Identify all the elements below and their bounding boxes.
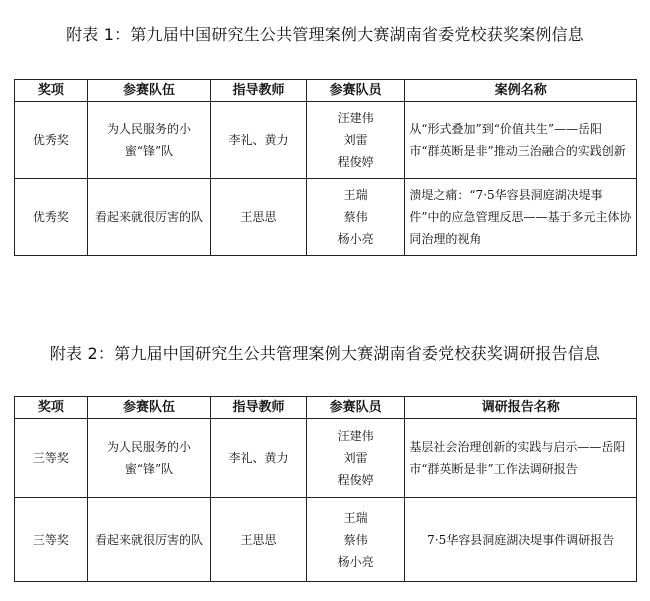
header-advisor: 指导教师 xyxy=(211,80,307,102)
awards-case-table xyxy=(14,79,637,256)
member-name: 程俊婷 xyxy=(337,473,374,487)
member-name: 刘雷 xyxy=(343,133,368,147)
header-team: 参赛队伍 xyxy=(87,80,211,102)
members-cell xyxy=(306,102,405,179)
award-cell: 三等奖 xyxy=(15,498,88,582)
table-row xyxy=(15,498,637,582)
member-name: 王瑞 xyxy=(343,510,368,525)
award-cell: 优秀奖 xyxy=(15,179,88,256)
advisor-cell: 李礼、黄力 xyxy=(211,419,307,498)
header-members: 参赛队员 xyxy=(306,397,405,419)
case-title-cell: 从“形式叠加”到“价值共生”——岳阳市“群英断是非”推动三治融合的实践创新 xyxy=(405,102,637,179)
header-title: 调研报告名称 xyxy=(405,397,637,419)
member-name: 杨小亮 xyxy=(337,554,374,569)
table2-caption: 附表 2：第九届中国研究生公共管理案例大赛湖南省委党校获奖调研报告信息 xyxy=(49,344,601,363)
header-team: 参赛队伍 xyxy=(87,397,211,419)
member-name: 王瑞 xyxy=(343,188,368,202)
advisor-cell: 王思思 xyxy=(211,179,307,256)
advisor-cell: 李礼、黄力 xyxy=(211,102,307,179)
header-advisor: 指导教师 xyxy=(211,397,307,419)
members-cell xyxy=(306,419,405,498)
award-cell: 优秀奖 xyxy=(15,102,88,179)
members-cell xyxy=(306,498,405,582)
table-row xyxy=(15,102,637,179)
member-name: 汪建伟 xyxy=(337,429,374,443)
members-cell xyxy=(306,179,405,256)
report-title-cell: 基层社会治理创新的实践与启示——岳阳市“群英断是非”工作法调研报告 xyxy=(405,419,637,498)
table-row xyxy=(15,179,637,256)
header-title: 案例名称 xyxy=(405,80,637,102)
table-header-row xyxy=(15,397,637,419)
member-name: 蔡伟 xyxy=(343,532,368,547)
member-name: 程俊婷 xyxy=(337,155,374,169)
team-cell: 看起来就很厉害的队 xyxy=(87,179,211,256)
case-title-cell: 溃堤之痛：“7·5华容县洞庭湖决堤事件”中的应急管理反思——基于多元主体协同治理的视角 xyxy=(405,179,637,256)
team-cell: 为人民服务的小蜜“锋”队 xyxy=(87,102,211,179)
member-name: 杨小亮 xyxy=(337,232,374,246)
member-name: 刘雷 xyxy=(343,451,368,465)
team-cell: 为人民服务的小蜜“锋”队 xyxy=(87,419,211,498)
team-cell: 看起来就很厉害的队 xyxy=(87,498,211,582)
table1-caption: 附表 1：第九届中国研究生公共管理案例大赛湖南省委党校获奖案例信息 xyxy=(66,25,584,44)
report-title-cell: 7·5华容县洞庭湖决堤事件调研报告 xyxy=(405,498,637,582)
header-members: 参赛队员 xyxy=(306,80,405,102)
advisor-cell: 王思思 xyxy=(211,498,307,582)
header-award: 奖项 xyxy=(15,397,88,419)
member-name: 蔡伟 xyxy=(343,210,368,224)
award-cell: 三等奖 xyxy=(15,419,88,498)
header-award: 奖项 xyxy=(15,80,88,102)
table-header-row xyxy=(15,80,637,102)
awards-report-table xyxy=(14,396,637,582)
table-row xyxy=(15,419,637,498)
member-name: 汪建伟 xyxy=(337,111,374,125)
